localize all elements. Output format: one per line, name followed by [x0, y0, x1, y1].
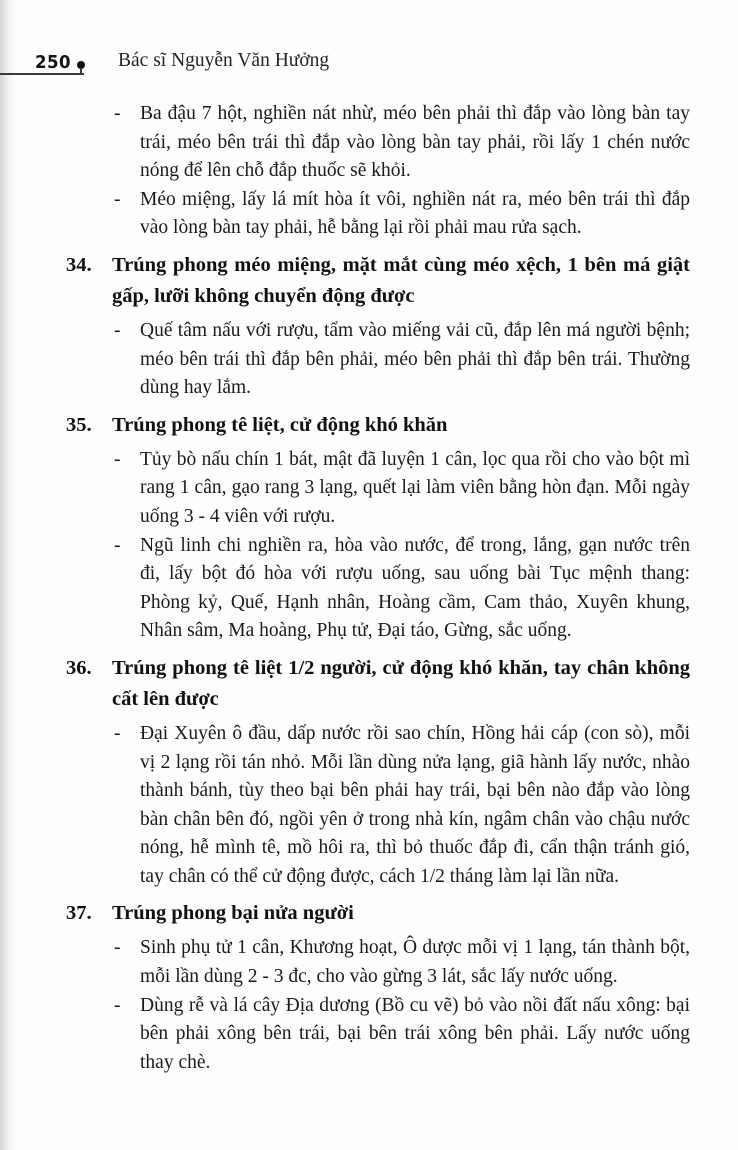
section-number: 37.	[66, 902, 92, 925]
remedy-text: Méo miệng, lấy lá mít hòa ít vôi, nghiền nát ra, méo bên trái thì đắp vào lòng bàn tay phải, hễ bằng lại rồi phải mau rửa sạch.	[140, 188, 690, 239]
dash-bullet-icon: -	[114, 534, 121, 556]
section-heading	[66, 898, 690, 929]
remedy-text: Dùng rễ và lá cây Địa dương (Bồ cu vẽ) bỏ vào nồi đất nấu xông: bại bên phải xông bên trái, bại bên trái xông bên phải. Lấy nước uống thay chè.	[140, 994, 690, 1073]
remedy-text: Đại Xuyên ô đầu, dấp nước rồi sao chín, Hồng hải cáp (con sò), mỗi vị 2 lạng rồi tán nhỏ. Mỗi lần dùng nửa lạng, giã hành lấy nước, nhào thành bánh, tùy theo bại bên phải hay trái, bại bên nào đắp vào lòng bàn chân bên đó, ngồi yên ở trong nhà kín, ngâm chân vào chậu nước nóng, hễ mình tê, mồ hôi ra, thì bỏ thuốc đắp đi, cẩn thận tránh gió, tay chân có thể cử động được, cách 1/2 tháng làm lại lần nữa.	[140, 722, 690, 887]
remedy-bullet-item	[112, 532, 690, 646]
page-number: 250	[35, 52, 71, 73]
dash-bullet-icon: -	[114, 937, 121, 959]
running-header-title: Bác sĩ Nguyễn Văn Hưởng	[118, 50, 330, 71]
dash-bullet-icon: -	[114, 722, 121, 744]
dash-bullet-icon: -	[114, 319, 121, 341]
section-heading	[66, 250, 690, 312]
remedy-bullet-item	[112, 934, 690, 991]
header-rule	[0, 73, 84, 75]
section-heading	[66, 410, 690, 441]
running-header	[0, 0, 738, 78]
remedy-bullet-item	[112, 446, 690, 532]
remedy-bullet-item	[112, 186, 690, 243]
dash-bullet-icon: -	[114, 994, 121, 1016]
section-number: 36.	[66, 656, 92, 679]
page-body	[0, 100, 738, 1077]
section-title: Trúng phong bại nửa người	[112, 902, 354, 925]
remedy-text: Quế tâm nấu với rượu, tẩm vào miếng vải cũ, đắp lên má người bệnh; méo bên trái thì đắp bên phải, méo bên phải thì đắp bên trái. Thường dùng hay lắm.	[140, 319, 690, 399]
dash-bullet-icon: -	[114, 188, 121, 210]
remedy-text: Tủy bò nấu chín 1 bát, mật đã luyện 1 cân, lọc qua rồi cho vào bột mì rang 1 cân, gạo rang 3 lạng, quết lại làm viên bằng hòn đạn. Mỗi ngày uống 3 - 4 viên với rượu.	[140, 448, 690, 527]
remedy-bullet-item	[112, 992, 690, 1078]
dash-bullet-icon: -	[114, 448, 121, 470]
section-number: 35.	[66, 413, 92, 436]
section-heading	[66, 653, 690, 715]
section-number: 34.	[66, 253, 92, 276]
remedy-bullet-item	[112, 317, 690, 403]
section-title: Trúng phong tê liệt, cử động khó khăn	[112, 413, 448, 436]
remedy-text: Ngũ linh chi nghiền ra, hòa vào nước, để trong, lắng, gạn nước trên đi, lấy bột đó hòa với rượu uống, sau uống bài Tục mệnh thang: Phòng kỷ, Quế, Hạnh nhân, Hoàng cầm, Cam thảo, Xuyên khung, Nhân sâm, Ma hoàng, Phụ tử, Đại táo, Gừng, sắc uống.	[140, 534, 690, 642]
header-bullet-dot-icon	[77, 61, 85, 69]
remedy-text: Sinh phụ tử 1 cân, Khương hoạt, Ô dược mỗi vị 1 lạng, tán thành bột, mỗi lần dùng 2 - 3 đc, cho vào gừng 3 lát, sắc lấy nước uống.	[140, 937, 690, 988]
remedy-text: Ba đậu 7 hột, nghiền nát nhừ, méo bên phải thì đắp vào lòng bàn tay trái, méo bên trái thì đắp vào lòng bàn tay phải, rồi lấy 1 chén nước nóng để lên chỗ đắp thuốc sẽ khỏi.	[140, 103, 690, 182]
section-title: Trúng phong tê liệt 1/2 người, cử động khó khăn, tay chân không cất lên được	[112, 656, 690, 710]
dash-bullet-icon: -	[114, 103, 121, 124]
section-title: Trúng phong méo miệng, mặt mắt cùng méo xệch, 1 bên má giật gấp, lưỡi không chuyển động được	[112, 253, 690, 307]
remedy-bullet-item	[112, 100, 690, 186]
remedy-bullet-item	[112, 720, 690, 892]
